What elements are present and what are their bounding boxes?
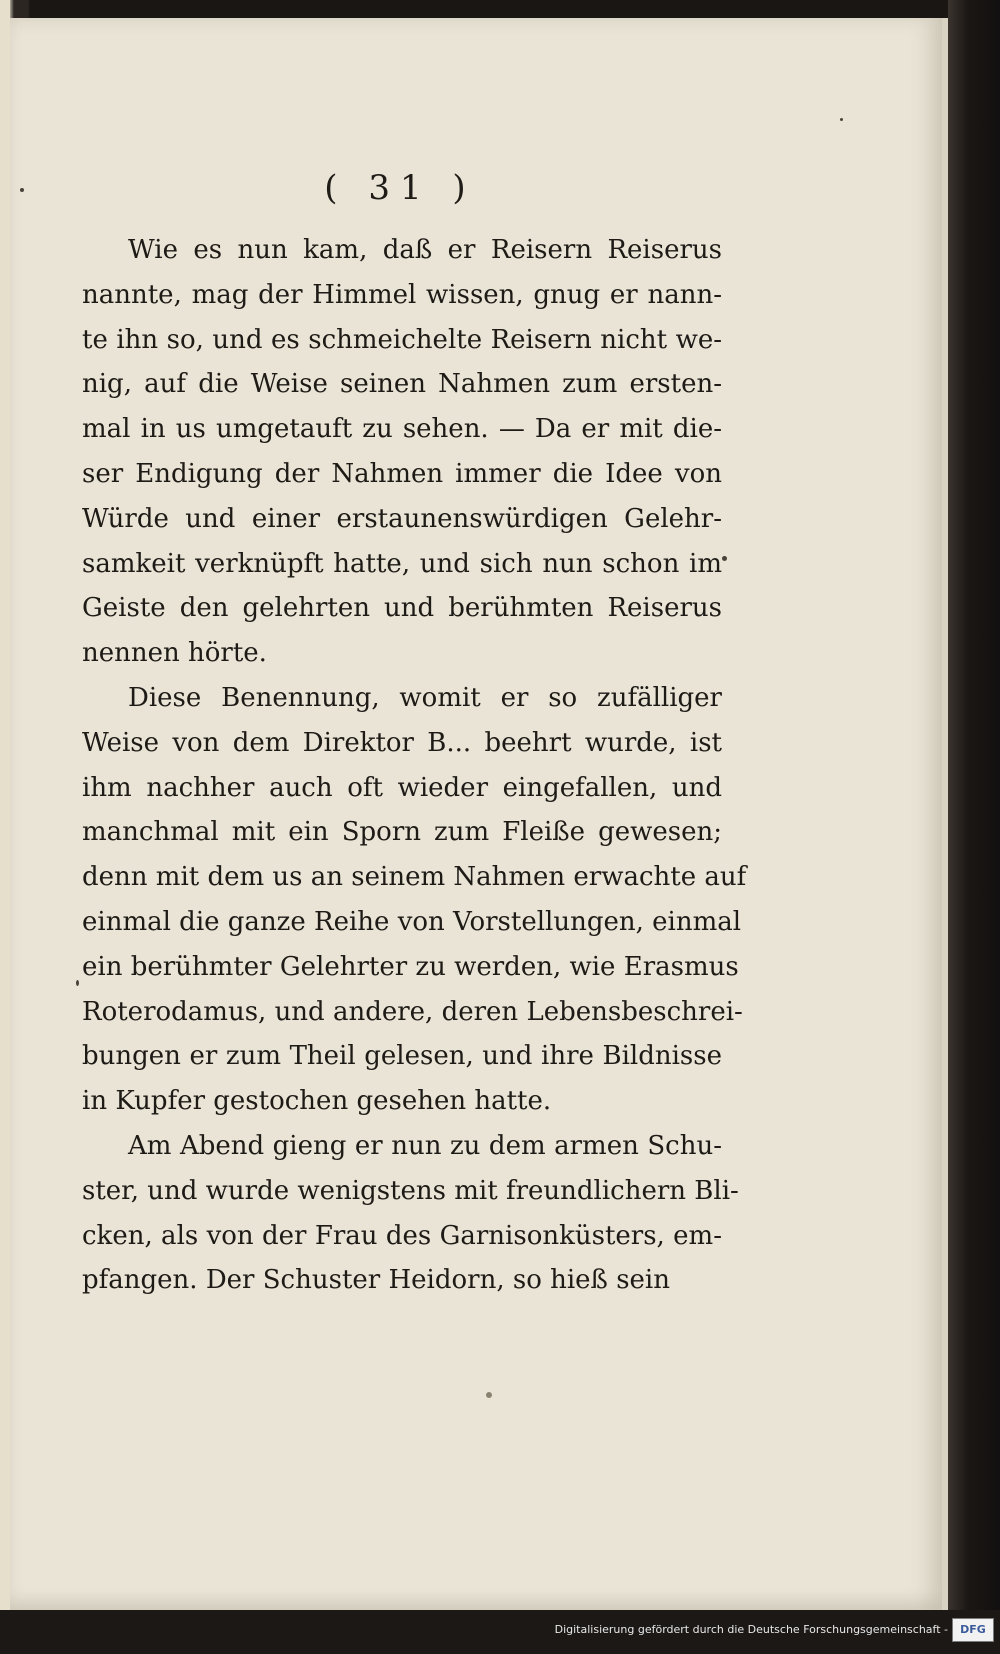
text-line: manchmal mit ein Sporn zum Fleiße gewesen;: [82, 817, 722, 848]
text-line: te ihn so, und es schmeichelte Reisern nicht we-: [82, 324, 722, 355]
text-line: Geiste den gelehrten und berühmten Reiserus: [82, 593, 722, 624]
paper-speck: [76, 980, 79, 986]
text-line: ser Endigung der Nahmen immer die Idee von: [82, 458, 722, 489]
text-line: Würde und einer erstaunenswürdigen Gelehr-: [82, 503, 722, 534]
text-line: Weise von dem Direktor B... beehrt wurde, ist: [82, 727, 722, 758]
text-line: ihm nachher auch oft wieder eingefallen, und: [82, 772, 722, 803]
text-line: cken, als von der Frau des Garnisonküsters, em-: [82, 1220, 722, 1251]
text-line: ein berühmter Gelehrter zu werden, wie Erasmus: [82, 951, 739, 982]
paper-speck: [840, 118, 843, 121]
text-line: denn mit dem us an seinem Nahmen erwachte auf: [82, 862, 747, 893]
page-number: ( 31 ): [324, 168, 476, 208]
dfg-logo: DFG: [952, 1618, 994, 1642]
text-line: pfangen. Der Schuster Heidorn, so hieß sein: [82, 1265, 670, 1296]
text-line: Diese Benennung, womit er so zufälliger: [128, 682, 722, 713]
text-line: samkeit verknüpft hatte, und sich nun schon im: [82, 548, 722, 579]
text-line: in Kupfer gestochen gesehen hatte.: [82, 1086, 552, 1117]
text-line: ster, und wurde wenigstens mit freundlichern Bli-: [82, 1175, 739, 1206]
book-spine-edge: [0, 0, 10, 1654]
text-line: nennen hörte.: [82, 638, 267, 669]
text-line: mal in us umgetauft zu sehen. — Da er mit die-: [82, 414, 722, 445]
text-line: nig, auf die Weise seinen Nahmen zum ersten-: [82, 369, 722, 400]
text-line: Am Abend gieng er nun zu dem armen Schu-: [128, 1130, 722, 1161]
text-line: einmal die ganze Reihe von Vorstellungen, einmal: [82, 906, 742, 937]
text-line: Roterodamus, und andere, deren Lebensbeschrei-: [82, 996, 743, 1027]
text-line: bungen er zum Theil gelesen, und ihre Bildnisse: [82, 1041, 722, 1072]
book-cover-edge: [948, 0, 1000, 1654]
paper-speck: [486, 1392, 492, 1398]
paper-speck: [20, 188, 24, 192]
digitization-credit: Digitalisierung gefördert durch die Deutsche Forschungsgemeinschaft -: [554, 1623, 948, 1636]
body-text: [82, 228, 747, 1303]
paper-speck: [722, 556, 727, 561]
text-line: Wie es nun kam, daß er Reisern Reiserus: [128, 235, 722, 265]
text-line: nannte, mag der Himmel wissen, gnug er nann-: [82, 279, 722, 310]
